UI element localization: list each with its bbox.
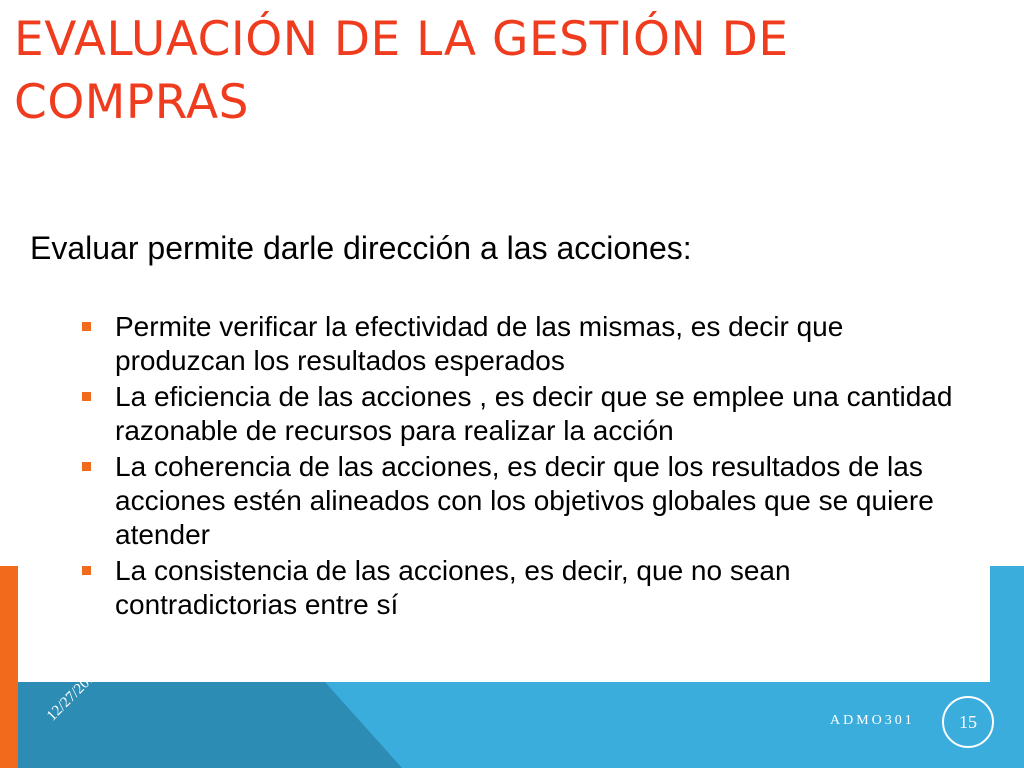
bullet-text-after: de las acciones , es decir que se emplee una cantidad razonable de recursos para realizar la acción — [115, 381, 953, 446]
footer-decoration — [0, 566, 1024, 768]
footer-orange-corner — [0, 682, 18, 768]
bullet-text-after: de las mismas, es decir que produzcan los resultados esperados — [115, 311, 844, 376]
bullet-text-before: La — [115, 451, 154, 482]
bullet-text-before: La — [115, 555, 154, 586]
bullet-keyword: consistencia — [153, 555, 309, 586]
bullet-keyword: eficiencia — [153, 381, 271, 412]
square-bullet-icon — [82, 322, 91, 331]
bullet-text-before: La — [115, 381, 154, 412]
date-label: 12/27/2018 — [44, 664, 104, 725]
bullet-keyword: coherencia — [153, 451, 291, 482]
slide-footer — [0, 566, 1024, 768]
square-bullet-icon — [82, 392, 91, 401]
bullet-keyword: efectividad — [354, 311, 489, 342]
page-number: 15 — [942, 696, 994, 748]
bullet-text-after: de las acciones, es decir, que no sean contradictorias entre sí — [115, 555, 791, 620]
bullet-text-before: Permite verificar la — [115, 311, 355, 342]
bullet-item — [82, 380, 962, 448]
slide-title: EVALUACIÓN DE LA GESTIÓN DE COMPRAS — [14, 12, 789, 130]
intro-text: Evaluar permite darle dirección a las acciones: — [30, 230, 692, 266]
bullet-item — [82, 310, 962, 378]
course-code: ADMO301 — [830, 713, 915, 728]
bullet-text-after: de las acciones, es decir que los resultados de las acciones estén alineados con los objetivos globales que se quiere atender — [115, 451, 934, 550]
square-bullet-icon — [82, 462, 91, 471]
bullet-item — [82, 450, 962, 552]
